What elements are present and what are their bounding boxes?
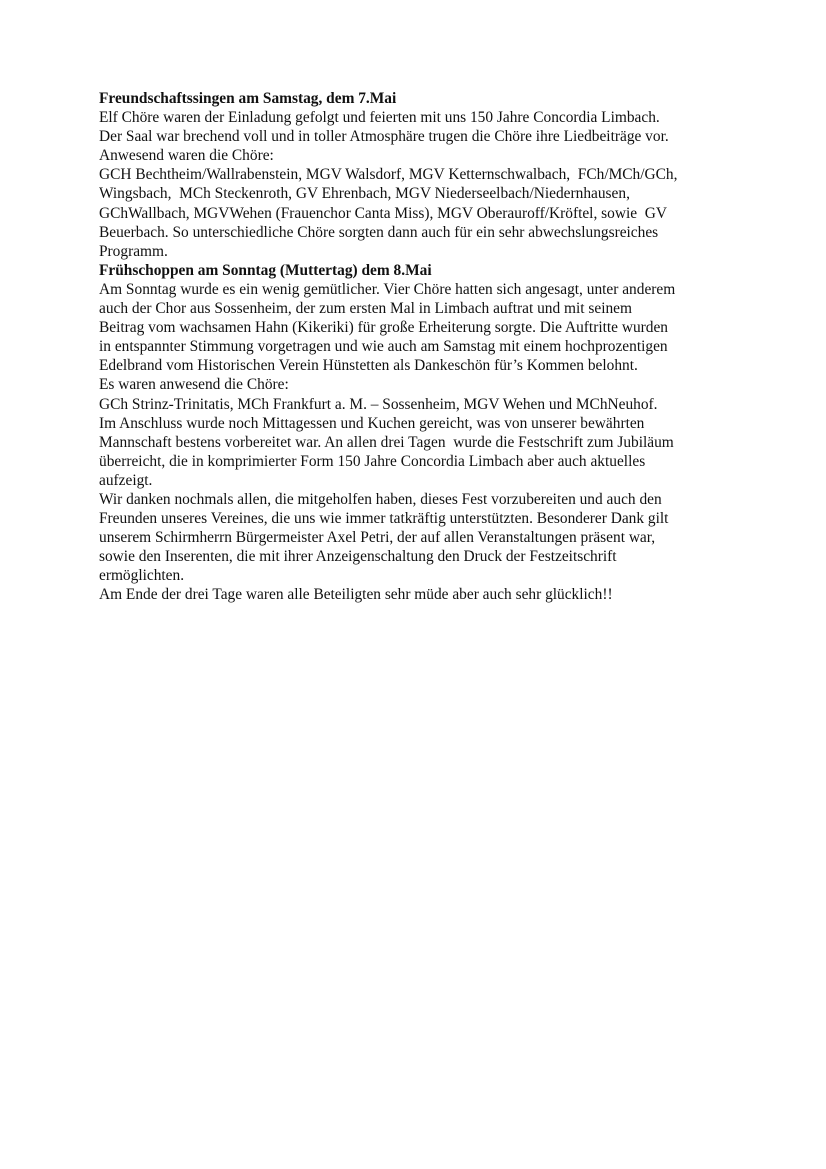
paragraph-line: Programm. xyxy=(99,242,168,260)
paragraph-line: Am Ende der drei Tage waren alle Beteiligten sehr müde aber auch sehr glücklich!! xyxy=(99,586,613,604)
paragraph-line: GCH Bechtheim/Wallrabenstein, MGV Walsdorf, MGV Ketternschwalbach, FCh/MCh/GCh, xyxy=(99,166,678,184)
paragraph-line: GCh Strinz-Trinitatis, MCh Frankfurt a. M. – Sossenheim, MGV Wehen und MChNeuhof. xyxy=(99,395,658,413)
paragraph-line: Mannschaft bestens vorbereitet war. An allen drei Tagen wurde die Festschrift zum Jubiläum xyxy=(99,433,674,451)
paragraph-line: Beuerbach. So unterschiedliche Chöre sorgten dann auch für ein sehr abwechslungsreiches xyxy=(99,223,659,241)
paragraph-line: Freunden unseres Vereines, die uns wie immer tatkräftig unterstützten. Besonderer Dank gilt xyxy=(99,510,669,528)
paragraph-line: aufzeigt. xyxy=(99,471,153,489)
paragraph-line: auch der Chor aus Sossenheim, der zum ersten Mal in Limbach auftrat und mit seinem xyxy=(99,300,632,318)
paragraph-line: Anwesend waren die Chöre: xyxy=(99,147,274,165)
paragraph-line: Elf Chöre waren der Einladung gefolgt und feierten mit uns 150 Jahre Concordia Limbach. xyxy=(99,109,660,127)
paragraph-line: Wir danken nochmals allen, die mitgeholfen haben, dieses Fest vorzubereiten und auch den xyxy=(99,490,662,508)
paragraph-line: überreicht, die in komprimierter Form 150 Jahre Concordia Limbach aber auch aktuelles xyxy=(99,452,646,470)
paragraph-line: Edelbrand vom Historischen Verein Hünstetten als Dankeschön für’s Kommen belohnt. xyxy=(99,357,638,375)
section-heading: Freundschaftssingen am Samstag, dem 7.Mai xyxy=(99,90,397,107)
paragraph-line: GChWallbach, MGVWehen (Frauenchor Canta Miss), MGV Oberauroff/Kröftel, sowie GV xyxy=(99,204,667,222)
paragraph-line: Der Saal war brechend voll und in toller Atmosphäre trugen die Chöre ihre Liedbeiträge vor. xyxy=(99,128,669,146)
paragraph-line: Beitrag vom wachsamen Hahn (Kikeriki) für große Erheiterung sorgte. Die Auftritte wurden xyxy=(99,319,668,337)
paragraph-line: Im Anschluss wurde noch Mittagessen und Kuchen gereicht, was von unserer bewährten xyxy=(99,414,645,432)
section-heading: Frühschoppen am Sonntag (Muttertag) dem 8.Mai xyxy=(99,261,432,279)
paragraph-line: in entspannter Stimmung vorgetragen und wie auch am Samstag mit einem hochprozentigen xyxy=(99,338,668,356)
paragraph-line: ermöglichten. xyxy=(99,567,185,585)
document-body xyxy=(99,89,789,605)
paragraph-line: Am Sonntag wurde es ein wenig gemütlicher. Vier Chöre hatten sich angesagt, unter anderem xyxy=(99,280,676,298)
paragraph-line: unserem Schirmherrn Bürgermeister Axel Petri, der auf allen Veranstaltungen präsent war, xyxy=(99,529,656,547)
paragraph-line: Wingsbach, MCh Steckenroth, GV Ehrenbach, MGV Niederseelbach/Niedernhausen, xyxy=(99,185,630,203)
paragraph-line: Es waren anwesend die Chöre: xyxy=(99,376,289,394)
paragraph-line: sowie den Inserenten, die mit ihrer Anzeigenschaltung den Druck der Festzeitschrift xyxy=(99,548,617,566)
